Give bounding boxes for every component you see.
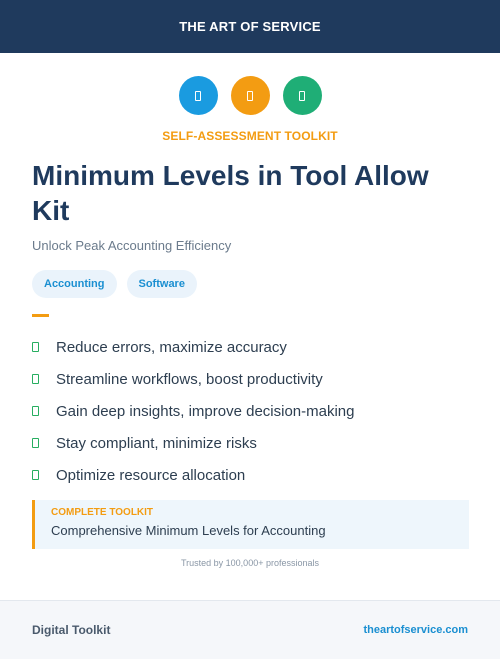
benefit-text: Gain deep insights, improve decision-making xyxy=(56,402,355,420)
callout-text: Comprehensive Minimum Levels for Accounting xyxy=(51,523,326,538)
brand-name: THE ART OF SERVICE xyxy=(179,19,321,34)
benefit-item xyxy=(32,395,472,427)
check-icon xyxy=(32,438,39,448)
callout-label: COMPLETE TOOLKIT xyxy=(51,507,154,518)
icon-row xyxy=(0,76,500,115)
website-link[interactable]: theartofservice.com xyxy=(363,624,468,636)
benefit-item xyxy=(32,363,472,395)
check-icon xyxy=(32,406,39,416)
toolkit-callout xyxy=(32,500,469,549)
check-icon xyxy=(32,470,39,480)
subtitle: Unlock Peak Accounting Efficiency xyxy=(32,238,232,253)
footer xyxy=(0,600,500,659)
blue-square-icon xyxy=(179,76,218,115)
benefit-list xyxy=(32,331,472,491)
benefit-text: Reduce errors, maximize accuracy xyxy=(56,338,287,356)
benefit-item xyxy=(32,331,472,363)
tag-accounting[interactable]: Accounting xyxy=(32,270,117,298)
check-icon xyxy=(32,342,39,352)
accent-divider xyxy=(32,314,49,317)
orange-square-icon xyxy=(231,76,270,115)
kicker-label: SELF-ASSESSMENT TOOLKIT xyxy=(162,129,338,143)
tag-list xyxy=(32,270,197,298)
check-icon xyxy=(32,374,39,384)
benefit-item xyxy=(32,427,472,459)
benefit-text: Stay compliant, minimize risks xyxy=(56,434,257,452)
page-title: Minimum Levels in Tool Allow Kit xyxy=(32,160,429,226)
green-square-icon xyxy=(283,76,322,115)
footer-label: Digital Toolkit xyxy=(32,623,111,637)
benefit-text: Streamline workflows, boost productivity xyxy=(56,370,323,388)
header-bar xyxy=(0,0,500,53)
benefit-item xyxy=(32,459,472,491)
benefit-text: Optimize resource allocation xyxy=(56,466,246,484)
trust-note: Trusted by 100,000+ professionals xyxy=(180,558,319,568)
tag-software[interactable]: Software xyxy=(127,270,197,298)
